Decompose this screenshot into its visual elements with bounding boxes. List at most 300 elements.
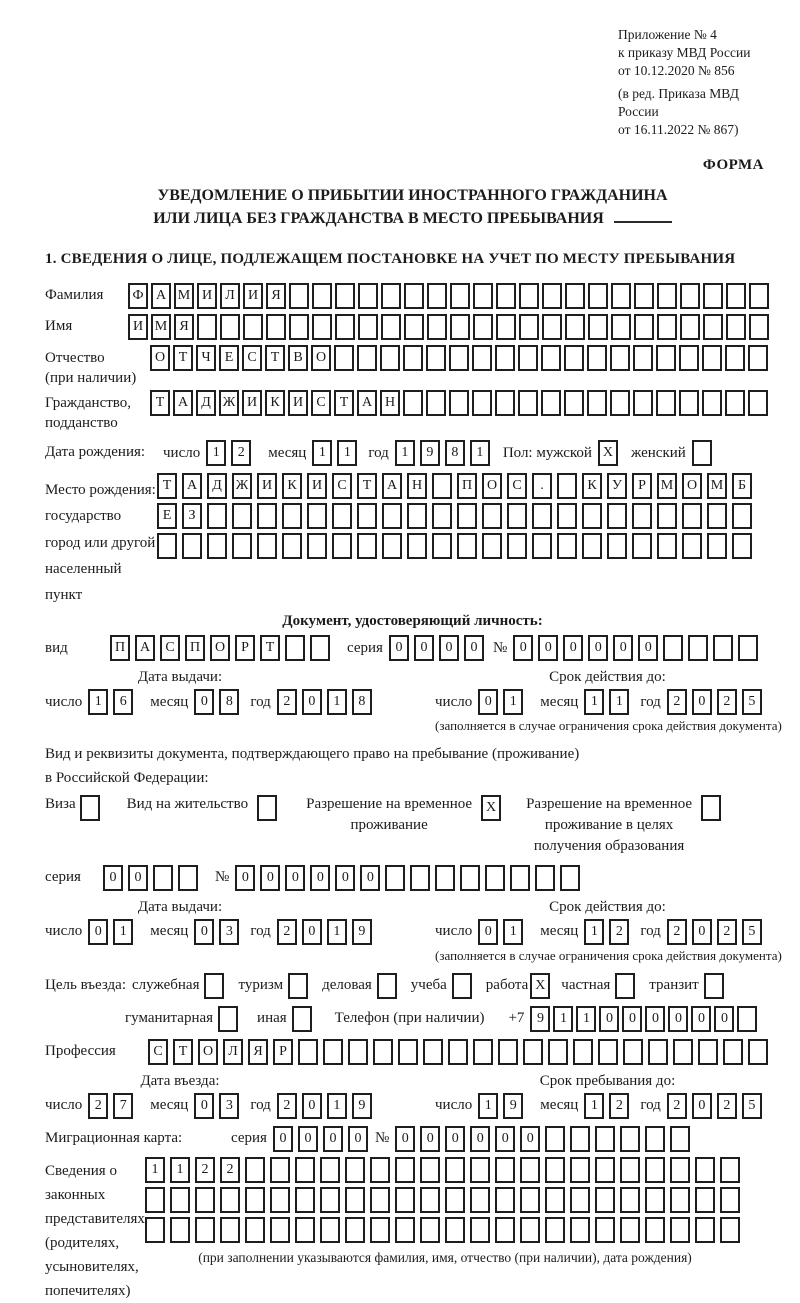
char-cell: С xyxy=(148,1039,168,1065)
char-cell: 9 xyxy=(352,919,372,945)
stay-until-block xyxy=(435,1073,780,1119)
char-cell: Л xyxy=(220,283,240,309)
char-cell xyxy=(656,345,676,371)
char-cell: X xyxy=(530,973,550,999)
char-cell xyxy=(620,1187,640,1213)
residence-doc-line2: в Российской Федерации: xyxy=(45,769,209,786)
char-cell xyxy=(588,283,608,309)
char-cell xyxy=(323,1039,343,1065)
guardians-cells-row2 xyxy=(145,1187,745,1213)
purpose-checkbox xyxy=(204,973,227,999)
char-cell: 0 xyxy=(395,1126,415,1152)
char-cell xyxy=(182,533,202,559)
char-cell xyxy=(610,390,630,416)
char-cell xyxy=(357,533,377,559)
char-cell: 1 xyxy=(584,919,604,945)
char-cell xyxy=(680,314,700,340)
char-cell xyxy=(145,1187,165,1213)
char-cell xyxy=(610,345,630,371)
char-cell xyxy=(450,283,470,309)
char-cell: 0 xyxy=(692,689,712,715)
char-cell: Л xyxy=(223,1039,243,1065)
char-cell: Р xyxy=(632,473,652,499)
id-valid-month-cells xyxy=(584,689,634,715)
char-cell xyxy=(495,1187,515,1213)
char-cell: 1 xyxy=(470,440,490,466)
purpose-row1 xyxy=(45,973,780,999)
migration-number-cells xyxy=(395,1126,695,1152)
char-cell xyxy=(312,314,332,340)
purpose-option xyxy=(238,973,311,999)
char-cell xyxy=(445,1157,465,1183)
char-cell: 0 xyxy=(588,635,608,661)
guardians-label-line6: попечителях) xyxy=(45,1282,131,1299)
char-cell: 0 xyxy=(273,1126,293,1152)
char-cell xyxy=(320,1217,340,1243)
char-cell xyxy=(703,283,723,309)
char-cell: 0 xyxy=(298,1126,318,1152)
purpose-option xyxy=(486,973,554,999)
citizenship-label-line2: подданство xyxy=(45,414,118,431)
char-cell xyxy=(245,1157,265,1183)
id-doc-number-cells xyxy=(513,635,763,661)
purpose-option-label: служебная xyxy=(131,977,200,994)
phone-label: Телефон (при наличии) xyxy=(334,1010,485,1027)
char-cell xyxy=(507,503,527,529)
temp-residence-edu-label xyxy=(526,794,692,857)
form-title-line1: УВЕДОМЛЕНИЕ О ПРИБЫТИИ ИНОСТРАННОГО ГРАЖДАНИНА xyxy=(157,186,668,204)
char-cell xyxy=(307,503,327,529)
char-cell xyxy=(725,390,745,416)
day-word: число xyxy=(45,1097,83,1114)
char-cell: 1 xyxy=(584,1093,604,1119)
day-word: число xyxy=(45,923,83,940)
char-cell: 2 xyxy=(609,1093,629,1119)
char-cell: С xyxy=(332,473,352,499)
month-word: месяц xyxy=(150,1097,189,1114)
char-cell xyxy=(345,1157,365,1183)
char-cell xyxy=(615,973,635,999)
char-cell xyxy=(645,1126,665,1152)
char-cell xyxy=(518,390,538,416)
char-cell: 2 xyxy=(717,1093,737,1119)
name-row xyxy=(45,314,780,340)
char-cell xyxy=(420,1217,440,1243)
char-cell xyxy=(738,635,758,661)
surname-cells xyxy=(128,283,772,309)
char-cell xyxy=(496,283,516,309)
char-cell: Е xyxy=(219,345,239,371)
purpose-checkbox xyxy=(218,1006,241,1032)
char-cell xyxy=(749,314,769,340)
char-cell xyxy=(548,1039,568,1065)
migration-series-label: серия xyxy=(231,1130,267,1147)
char-cell xyxy=(495,345,515,371)
char-cell xyxy=(381,283,401,309)
birth-month-cells xyxy=(312,440,362,466)
char-cell xyxy=(570,1217,590,1243)
char-cell: С xyxy=(242,345,262,371)
char-cell xyxy=(232,533,252,559)
char-cell: К xyxy=(282,473,302,499)
guardians-label-line4: (родителях, xyxy=(45,1234,120,1251)
guardians-note: (при заполнении указываются фамилия, имя, отчество (при наличии), дата рождения) xyxy=(198,1249,692,1265)
char-cell xyxy=(232,503,252,529)
char-cell xyxy=(427,283,447,309)
char-cell xyxy=(312,283,332,309)
char-cell: М xyxy=(151,314,171,340)
char-cell: П xyxy=(457,473,477,499)
year-word: год xyxy=(368,444,389,461)
char-cell xyxy=(295,1187,315,1213)
char-cell: М xyxy=(657,473,677,499)
visa-checkbox xyxy=(80,795,103,821)
char-cell: И xyxy=(128,314,148,340)
char-cell: 2 xyxy=(231,440,251,466)
purpose-option-label: иная xyxy=(257,1010,287,1027)
id-doc-number-label: № xyxy=(492,639,508,656)
char-cell: 1 xyxy=(576,1006,596,1032)
sex-male-checkbox xyxy=(598,440,621,466)
char-cell xyxy=(545,1187,565,1213)
char-cell xyxy=(292,1006,312,1032)
birthplace-row xyxy=(45,473,780,608)
char-cell: 1 xyxy=(337,440,357,466)
residence-permit-checkbox xyxy=(257,795,280,821)
birthplace-cells-stack xyxy=(157,473,757,563)
birthplace-cells-row3 xyxy=(157,533,757,559)
temp-residence-edu-line2: проживание в целях xyxy=(544,816,674,833)
id-valid-header: Срок действия до: xyxy=(549,669,666,686)
char-cell xyxy=(595,1126,615,1152)
char-cell: 8 xyxy=(352,689,372,715)
purpose-label: Цель въезда: xyxy=(45,977,126,994)
char-cell: 0 xyxy=(622,1006,642,1032)
char-cell: У xyxy=(607,473,627,499)
char-cell xyxy=(472,345,492,371)
char-cell: Т xyxy=(265,345,285,371)
id-valid-row xyxy=(435,689,780,715)
char-cell: 1 xyxy=(327,919,347,945)
form-title xyxy=(45,184,780,230)
char-cell xyxy=(452,973,472,999)
char-cell xyxy=(564,345,584,371)
char-cell xyxy=(370,1157,390,1183)
stay-month-cells xyxy=(584,1093,634,1119)
entry-date-header: Дата въезда: xyxy=(140,1072,220,1089)
id-issue-header: Дата выдачи: xyxy=(137,669,223,686)
char-cell xyxy=(565,314,585,340)
char-cell: 5 xyxy=(742,919,762,945)
char-cell: 0 xyxy=(478,919,498,945)
char-cell xyxy=(565,283,585,309)
char-cell: 0 xyxy=(235,865,255,891)
char-cell: П xyxy=(185,635,205,661)
char-cell xyxy=(623,1039,643,1065)
char-cell xyxy=(657,283,677,309)
char-cell: 1 xyxy=(206,440,226,466)
res-valid-header: Срок действия до: xyxy=(549,898,666,915)
char-cell: 9 xyxy=(352,1093,372,1119)
char-cell: 0 xyxy=(513,635,533,661)
citizenship-cells xyxy=(150,390,771,416)
char-cell xyxy=(535,865,555,891)
profession-cells xyxy=(148,1039,773,1065)
birthplace-cells-row1 xyxy=(157,473,757,499)
char-cell xyxy=(445,1217,465,1243)
form-title-line2-text: ИЛИ ЛИЦА БЕЗ ГРАЖДАНСТВА В МЕСТО ПРЕБЫВАНИЯ xyxy=(153,209,604,227)
char-cell xyxy=(345,1217,365,1243)
char-cell: 1 xyxy=(553,1006,573,1032)
char-cell: 2 xyxy=(220,1157,240,1183)
char-cell xyxy=(257,503,277,529)
char-cell xyxy=(720,1217,740,1243)
char-cell xyxy=(473,1039,493,1065)
day-word: число xyxy=(163,444,201,461)
forma-label: ФОРМА xyxy=(702,156,764,173)
char-cell xyxy=(472,390,492,416)
revision-line: (в ред. Приказа МВД России xyxy=(618,85,739,119)
birthplace-label-line2: государство xyxy=(45,508,122,525)
phone-prefix: +7 xyxy=(508,1010,525,1027)
char-cell: О xyxy=(198,1039,218,1065)
char-cell xyxy=(470,1157,490,1183)
profession-label: Профессия xyxy=(45,1043,116,1060)
char-cell: 9 xyxy=(420,440,440,466)
char-cell xyxy=(420,1157,440,1183)
char-cell xyxy=(426,390,446,416)
char-cell: 5 xyxy=(742,1093,762,1119)
char-cell xyxy=(482,503,502,529)
char-cell: 2 xyxy=(277,1093,297,1119)
char-cell xyxy=(701,795,721,821)
char-cell xyxy=(557,503,577,529)
char-cell xyxy=(403,390,423,416)
char-cell: С xyxy=(311,390,331,416)
char-cell: А xyxy=(182,473,202,499)
char-cell: 1 xyxy=(145,1157,165,1183)
res-valid-month-cells xyxy=(584,919,634,945)
guardians-label-line2: законных xyxy=(45,1186,106,1203)
guardians-cells-row1 xyxy=(145,1157,745,1183)
char-cell: 5 xyxy=(742,689,762,715)
char-cell: 0 xyxy=(414,635,434,661)
char-cell: 0 xyxy=(714,1006,734,1032)
guardians-block xyxy=(45,1157,780,1303)
char-cell xyxy=(320,1187,340,1213)
id-valid-year-cells xyxy=(667,689,767,715)
year-word: год xyxy=(250,1097,271,1114)
char-cell xyxy=(607,503,627,529)
char-cell: Е xyxy=(157,503,177,529)
char-cell xyxy=(670,1217,690,1243)
surname-row xyxy=(45,283,780,309)
char-cell: О xyxy=(682,473,702,499)
purpose-option xyxy=(125,1006,241,1032)
char-cell xyxy=(295,1217,315,1243)
char-cell xyxy=(620,1217,640,1243)
year-word: год xyxy=(250,923,271,940)
char-cell xyxy=(495,390,515,416)
char-cell xyxy=(682,503,702,529)
char-cell: 7 xyxy=(113,1093,133,1119)
char-cell xyxy=(713,635,733,661)
char-cell xyxy=(495,1157,515,1183)
char-cell xyxy=(573,1039,593,1065)
char-cell xyxy=(634,314,654,340)
char-cell: 8 xyxy=(219,689,239,715)
char-cell xyxy=(680,283,700,309)
char-cell xyxy=(178,865,198,891)
sex-female-label: женский xyxy=(630,444,686,461)
char-cell xyxy=(723,1039,743,1065)
char-cell xyxy=(245,1187,265,1213)
char-cell: Н xyxy=(407,473,427,499)
char-cell: Т xyxy=(150,390,170,416)
char-cell xyxy=(633,345,653,371)
char-cell xyxy=(348,1039,368,1065)
char-cell xyxy=(345,1187,365,1213)
char-cell xyxy=(470,1187,490,1213)
char-cell: 1 xyxy=(327,1093,347,1119)
purpose-checkbox xyxy=(377,973,400,999)
month-word: месяц xyxy=(150,693,189,710)
char-cell: 1 xyxy=(312,440,332,466)
char-cell xyxy=(545,1157,565,1183)
stay-until-header: Срок пребывания до: xyxy=(539,1072,676,1089)
guardians-cells-stack xyxy=(145,1157,745,1266)
char-cell: 0 xyxy=(692,919,712,945)
char-cell xyxy=(423,1039,443,1065)
char-cell: 2 xyxy=(717,689,737,715)
char-cell xyxy=(432,473,452,499)
char-cell xyxy=(395,1187,415,1213)
char-cell xyxy=(435,865,455,891)
char-cell xyxy=(243,314,263,340)
form-title-line2 xyxy=(45,207,780,230)
res-doc-series-label: серия xyxy=(45,869,81,886)
char-cell xyxy=(334,345,354,371)
char-cell: 0 xyxy=(302,1093,322,1119)
char-cell: О xyxy=(311,345,331,371)
char-cell xyxy=(195,1187,215,1213)
year-word: год xyxy=(640,693,661,710)
char-cell xyxy=(450,314,470,340)
char-cell xyxy=(195,1217,215,1243)
char-cell: 0 xyxy=(348,1126,368,1152)
char-cell: 0 xyxy=(563,635,583,661)
char-cell xyxy=(657,533,677,559)
revision-line: от 16.11.2022 № 867) xyxy=(618,121,739,137)
char-cell xyxy=(357,345,377,371)
char-cell: М xyxy=(174,283,194,309)
char-cell: Ж xyxy=(219,390,239,416)
char-cell xyxy=(420,1187,440,1213)
char-cell xyxy=(702,390,722,416)
char-cell xyxy=(358,283,378,309)
purpose-checkbox xyxy=(530,973,553,999)
char-cell xyxy=(542,283,562,309)
char-cell xyxy=(670,1187,690,1213)
char-cell xyxy=(157,533,177,559)
res-doc-number-label: № xyxy=(215,869,230,886)
char-cell xyxy=(595,1187,615,1213)
char-cell xyxy=(541,390,561,416)
char-cell xyxy=(582,533,602,559)
char-cell xyxy=(266,314,286,340)
char-cell xyxy=(519,314,539,340)
char-cell: 0 xyxy=(88,919,108,945)
char-cell xyxy=(473,283,493,309)
char-cell xyxy=(448,1039,468,1065)
purpose-option xyxy=(649,973,726,999)
char-cell: П xyxy=(110,635,130,661)
char-cell xyxy=(541,345,561,371)
char-cell: 0 xyxy=(692,1093,712,1119)
guardians-label-line1: Сведения о xyxy=(45,1162,117,1179)
char-cell xyxy=(632,533,652,559)
id-issue-block xyxy=(45,669,435,734)
res-valid-note: (заполняется в случае ограничения срока действия документа) xyxy=(435,947,782,963)
entry-year-cells xyxy=(277,1093,377,1119)
purpose-option xyxy=(561,973,638,999)
char-cell: Т xyxy=(260,635,280,661)
char-cell xyxy=(532,503,552,529)
char-cell xyxy=(737,1006,757,1032)
char-cell xyxy=(381,314,401,340)
char-cell xyxy=(282,503,302,529)
char-cell xyxy=(611,283,631,309)
char-cell xyxy=(80,795,100,821)
surname-label: Фамилия xyxy=(45,287,104,304)
char-cell: И xyxy=(242,390,262,416)
birthdate-row xyxy=(45,440,780,466)
temp-residence-edu-line3: получения образования xyxy=(533,837,685,854)
char-cell xyxy=(749,283,769,309)
char-cell: С xyxy=(507,473,527,499)
char-cell: 0 xyxy=(128,865,148,891)
char-cell xyxy=(335,314,355,340)
birthplace-label-line1: Место рождения: xyxy=(45,482,156,499)
char-cell: 6 xyxy=(113,689,133,715)
res-doc-dates xyxy=(45,899,780,964)
char-cell xyxy=(726,314,746,340)
char-cell: 1 xyxy=(327,689,347,715)
char-cell xyxy=(170,1217,190,1243)
birthplace-label-line4: населенный пункт xyxy=(45,560,122,604)
res-valid-row xyxy=(435,919,780,945)
char-cell: К xyxy=(265,390,285,416)
char-cell xyxy=(245,1217,265,1243)
year-word: год xyxy=(640,1097,661,1114)
char-cell xyxy=(748,390,768,416)
char-cell xyxy=(698,1039,718,1065)
char-cell xyxy=(703,314,723,340)
char-cell: Д xyxy=(196,390,216,416)
char-cell: 0 xyxy=(668,1006,688,1032)
char-cell: . xyxy=(532,473,552,499)
char-cell xyxy=(220,314,240,340)
char-cell: Т xyxy=(334,390,354,416)
char-cell: 0 xyxy=(478,689,498,715)
char-cell xyxy=(332,503,352,529)
char-cell: С xyxy=(160,635,180,661)
char-cell: 2 xyxy=(667,689,687,715)
sex-female-checkbox xyxy=(692,440,715,466)
char-cell xyxy=(520,1187,540,1213)
char-cell xyxy=(598,1039,618,1065)
char-cell xyxy=(407,533,427,559)
